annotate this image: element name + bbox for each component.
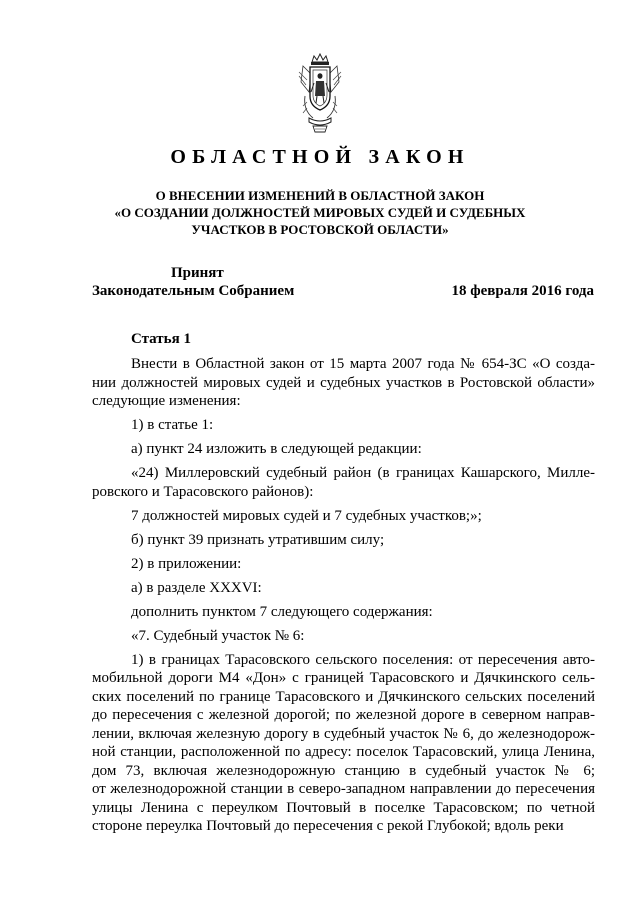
body-paragraph [92,603,595,622]
coat-of-arms-emblem [297,52,343,136]
body-paragraph [92,579,595,598]
law-subtitle-line: О ВНЕСЕНИИ ИЗМЕНЕНИЙ В ОБЛАСТНОЙ ЗАКОН [155,188,485,203]
body-paragraph [92,464,595,501]
paragraph-line: от железнодорожной станции в северо-западном направлении до пересечения [92,781,595,797]
paragraph-line: нии должностей мировых судей и судебных участков в Ростовской области» [92,374,595,391]
body-paragraph [92,651,595,836]
paragraph-line: улицы Ленина с переулком Почтовый в поселке Тарасовском; по четной [92,799,595,816]
paragraph-line: следующие изменения: [92,393,241,409]
paragraph-line: а) пункт 24 изложить в следующей редакции: [131,441,422,457]
paragraph-line: 2) в приложении: [131,555,242,572]
law-subtitle-line: «О СОЗДАНИИ ДОЛЖНОСТЕЙ МИРОВЫХ СУДЕЙ И СУДЕБНЫХ [114,205,526,220]
law-subtitle-line: УЧАСТКОВ В РОСТОВСКОЙ ОБЛАСТИ» [191,222,449,237]
paragraph-line: 1) в границах Тарасовского сельского поселения: от пересечения авто- [131,651,595,668]
paragraph-line: ских поселений по границе Тарасовского и Дячкинского сельских поселений [92,688,595,705]
paragraph-line: 1) в статье 1: [131,417,214,433]
body-paragraph [92,416,595,435]
paragraph-line: до пересечения с железной дорогой; по железной дороге в северном направ- [92,707,595,723]
paragraph-line: ной станции, расположенной по адресу: поселок Тарасовский, улица Ленина, [92,744,595,760]
body-paragraph [92,531,595,550]
body-paragraph [92,440,595,459]
law-subtitle [80,187,560,238]
adoption-date: 18 февраля 2016 года [451,283,594,299]
law-title: ОБЛАСТНОЙ ЗАКОН [170,146,470,168]
adopted-by-assembly: Законодательным Собранием [92,283,295,299]
paragraph-line: 7 должностей мировых судей и 7 судебных участков;»; [131,507,482,524]
paragraph-line: а) в разделе XXXVI: [131,579,262,596]
article-heading: Статья 1 [131,331,191,347]
paragraph-line: мобильной дороги М4 «Дон» с границей Тарасовского и Дячкинского сель- [92,670,595,686]
paragraph-line: «7. Судебный участок № 6: [131,627,305,644]
article-body [92,355,595,841]
paragraph-line: б) пункт 39 признать утратившим силу; [131,531,385,548]
body-paragraph [92,507,595,526]
paragraph-line: дом 73, включая железнодорожную станцию в судебный участок № 6; [92,762,595,779]
paragraph-line: лении, включая железную дорогу в судебный участок № 6, до железнодорож- [92,725,595,742]
body-paragraph [92,555,595,574]
body-paragraph [92,355,595,411]
paragraph-line: дополнить пунктом 7 следующего содержания: [131,603,433,620]
body-paragraph [92,627,595,646]
paragraph-line: «24) Миллеровский судебный район (в границах Кашарского, Милле- [131,465,595,481]
paragraph-line: стороне переулка Почтовый до пересечения с рекой Глубокой; вдоль реки [92,818,564,834]
paragraph-line: ровского и Тарасовского районов): [92,483,314,500]
adopted-label: Принят [171,265,224,281]
paragraph-line: Внести в Областной закон от 15 марта 2007 года № 654-ЗС «О созда- [131,356,595,372]
